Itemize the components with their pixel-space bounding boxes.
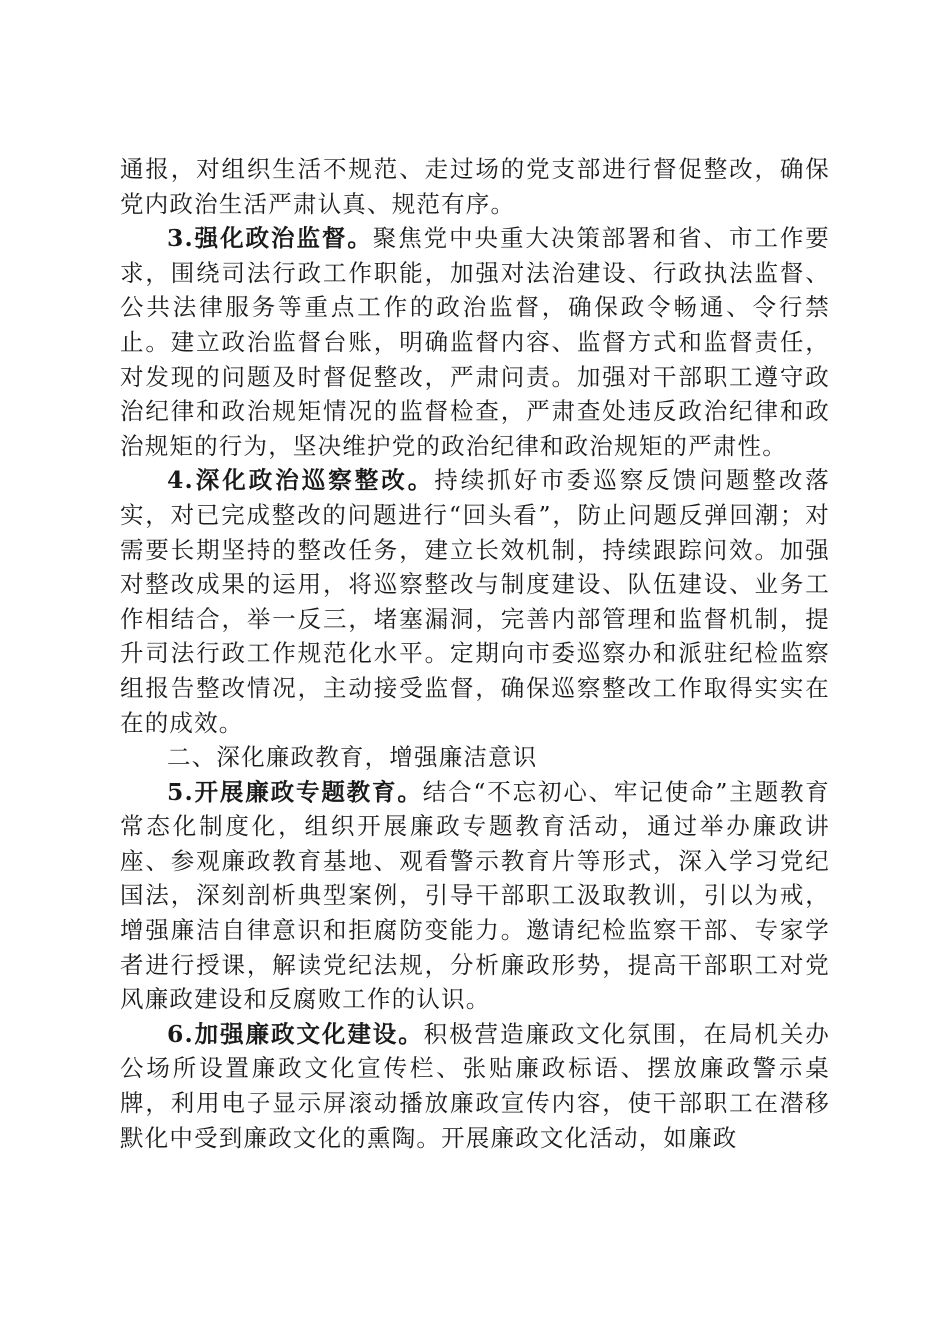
paragraph-item-4 (120, 463, 830, 740)
item-heading-4: 4.深化政治巡察整改。 (167, 466, 435, 495)
item-heading-3: 3.强化政治监督。 (167, 224, 373, 253)
item-heading-6: 6.加强廉政文化建设。 (167, 1019, 424, 1048)
item-body-6: 积极营造廉政文化氛围，在局机关办公场所设置廉政文化宣传栏、张贴廉政标语、摆放廉政警示桌牌，利用电子显示屏滚动播放廉政宣传内容，使干部职工在潜移默化中受到廉政文化的熏陶。开展廉政文化活动，如廉政 (120, 1019, 831, 1152)
document-page (120, 152, 830, 1155)
paragraph-item-6 (120, 1017, 830, 1155)
section-title: 二、深化廉政教育，增强廉洁意识 (167, 743, 538, 772)
paragraph-continuation (120, 152, 830, 221)
item-body-5: 结合“不忘初心、牢记使命”主题教育常态化制度化，组织开展廉政专题教育活动，通过举办廉政讲座、参观廉政教育基地、观看警示教育片等形式，深入学习党纪国法，深刻剖析典型案例，引导干部职工汲取教训，引以为戒，增强廉洁自律意识和拒腐防变能力。邀请纪检监察干部、专家学者进行授课，解读党纪法规，分析廉政形势，提高干部职工对党风廉政建设和反腐败工作的认识。 (120, 777, 831, 1014)
item-heading-5: 5.开展廉政专题教育。 (167, 777, 423, 806)
paragraph-item-5 (120, 775, 830, 1017)
paragraph-item-3 (120, 221, 830, 463)
item-body-3: 聚焦党中央重大决策部署和省、市工作要求，围绕司法行政工作职能，加强对法治建设、行政执法监督、公共法律服务等重点工作的政治监督，确保政令畅通、令行禁止。建立政治监督台账，明确监督内容、监督方式和监督责任，对发现的问题及时督促整改，严肃问责。加强对干部职工遵守政治纪律和政治规矩情况的监督检查，严肃查处违反政治纪律和政治规矩的行为，坚决维护党的政治纪律和政治规矩的严肃性。 (120, 224, 830, 460)
item-body-4: 持续抓好市委巡察反馈问题整改落实，对已完成整改的问题进行“回头看”，防止问题反弹回潮；对需要长期坚持的整改任务，建立长效机制，持续跟踪问效。加强对整改成果的运用，将巡察整改与制度建设、队伍建设、业务工作相结合，举一反三，堵塞漏洞，完善内部管理和监督机制，提升司法行政工作规范化水平。定期向市委巡察办和派驻纪检监察组报告整改情况，主动接受监督，确保巡察整改工作取得实实在在的成效。 (120, 466, 831, 737)
paragraph-text: 通报，对组织生活不规范、走过场的党支部进行督促整改，确保党内政治生活严肃认真、规范有序。 (120, 155, 830, 218)
